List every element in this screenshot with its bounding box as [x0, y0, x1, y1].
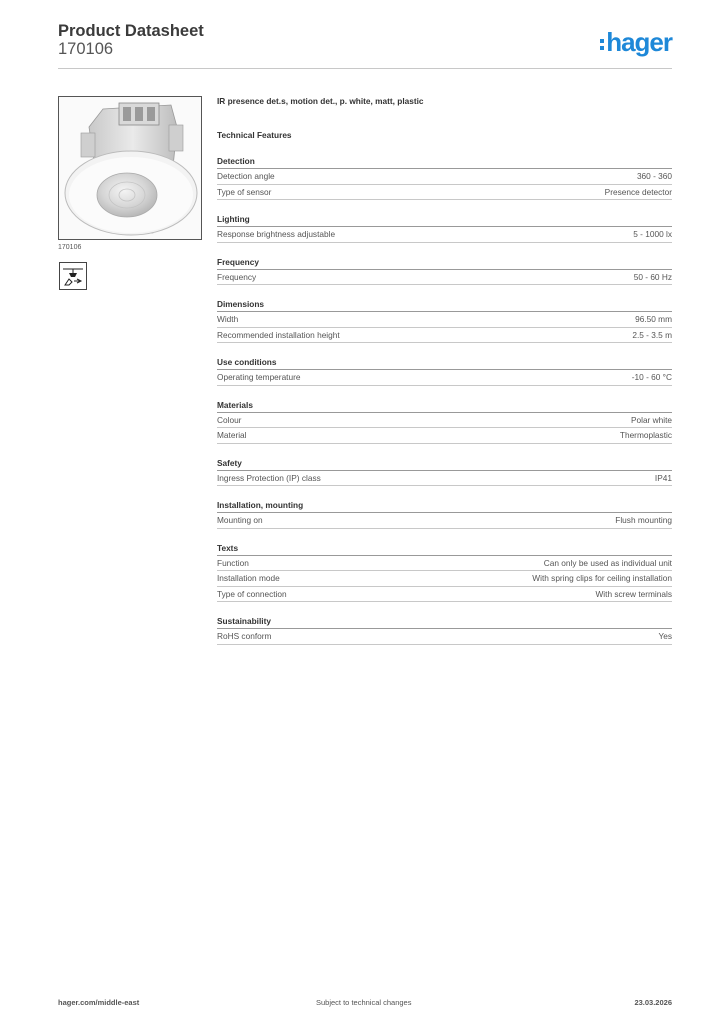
feature-value: Polar white: [630, 414, 672, 425]
feature-label: Mounting on: [217, 515, 263, 525]
group-title: Sustainability: [217, 615, 672, 629]
feature-row: [217, 556, 672, 572]
feature-value: 50 - 60 Hz: [633, 271, 672, 282]
feature-value: 96.50 mm: [635, 314, 672, 324]
feature-value: 5 - 1000 lx: [633, 229, 672, 239]
feature-group: [217, 155, 672, 200]
feature-value: Can only be used as individual unit: [543, 557, 672, 568]
group-title: Installation, mounting: [217, 499, 672, 513]
feature-label: Type of connection: [217, 588, 287, 599]
group-title: Frequency: [217, 256, 672, 270]
feature-row: [217, 328, 672, 344]
feature-label: Ingress Protection (IP) class: [217, 472, 321, 483]
feature-row: [217, 270, 672, 286]
group-title: Lighting: [217, 213, 672, 227]
short-description: IR presence det.s, motion det., p. white, matt, plastic: [217, 96, 424, 106]
group-title: Safety: [217, 457, 672, 471]
feature-group: [217, 457, 672, 487]
feature-group: [217, 213, 672, 243]
feature-label: Detection angle: [217, 171, 275, 181]
feature-group: [217, 399, 672, 444]
feature-label: Operating temperature: [217, 372, 301, 382]
feature-label: Function: [217, 557, 249, 568]
hager-logo: [600, 29, 672, 55]
feature-row: [217, 413, 672, 429]
product-number: 170106: [58, 40, 114, 58]
feature-label: Type of sensor: [217, 186, 272, 197]
feature-row: [217, 370, 672, 386]
feature-value: IP41: [654, 472, 672, 483]
footer-website[interactable]: hager.com/middle-east: [58, 998, 140, 1007]
feature-value: Presence detector: [604, 186, 672, 197]
feature-group: [217, 298, 672, 343]
technical-features-title: Technical Features: [217, 130, 292, 140]
feature-label: Frequency: [217, 271, 257, 282]
feature-value: With spring clips for ceiling installation: [532, 573, 672, 583]
feature-row: [217, 227, 672, 243]
feature-value: With screw terminals: [595, 588, 672, 599]
feature-label: Width: [217, 314, 239, 324]
feature-value: Yes: [658, 631, 672, 641]
group-title: Use conditions: [217, 356, 672, 370]
photo-caption: 170106: [58, 244, 82, 251]
logo-colon-mark: [600, 39, 604, 50]
group-title: Texts: [217, 542, 672, 556]
feature-row: [217, 587, 672, 603]
footer-notice: Subject to technical changes: [316, 998, 412, 1007]
feature-value: 2.5 - 3.5 m: [632, 329, 672, 340]
feature-value: 360 - 360: [636, 171, 672, 181]
group-title: Dimensions: [217, 298, 672, 312]
feature-label: RoHS conform: [217, 631, 272, 641]
feature-value: -10 - 60 °C: [631, 372, 672, 382]
feature-row: [217, 629, 672, 645]
group-title: Detection: [217, 155, 672, 169]
feature-group: [217, 615, 672, 645]
feature-group: [217, 356, 672, 386]
feature-group: [217, 542, 672, 603]
feature-row: [217, 428, 672, 444]
feature-row: [217, 185, 672, 201]
feature-label: Recommended installation height: [217, 329, 340, 340]
feature-label: Response brightness adjustable: [217, 229, 336, 239]
ceiling-installation-icon: [59, 262, 87, 290]
group-title: Materials: [217, 399, 672, 413]
header-divider: [58, 68, 672, 69]
feature-row: [217, 513, 672, 529]
logo-text: hager: [606, 27, 672, 57]
feature-label: Colour: [217, 414, 242, 425]
feature-row: [217, 471, 672, 487]
feature-value: Thermoplastic: [619, 430, 672, 440]
feature-groups: [217, 155, 672, 645]
feature-label: Installation mode: [217, 573, 280, 583]
page-title: Product Datasheet: [58, 22, 204, 40]
feature-row: [217, 312, 672, 328]
feature-group: [217, 256, 672, 286]
feature-row: [217, 571, 672, 587]
feature-label: Material: [217, 430, 247, 440]
datasheet-content: [217, 96, 672, 658]
feature-group: [217, 499, 672, 529]
footer-date: 23.03.2026: [634, 998, 672, 1007]
product-photo: [58, 96, 202, 240]
feature-row: [217, 169, 672, 185]
feature-value: Flush mounting: [615, 515, 672, 525]
